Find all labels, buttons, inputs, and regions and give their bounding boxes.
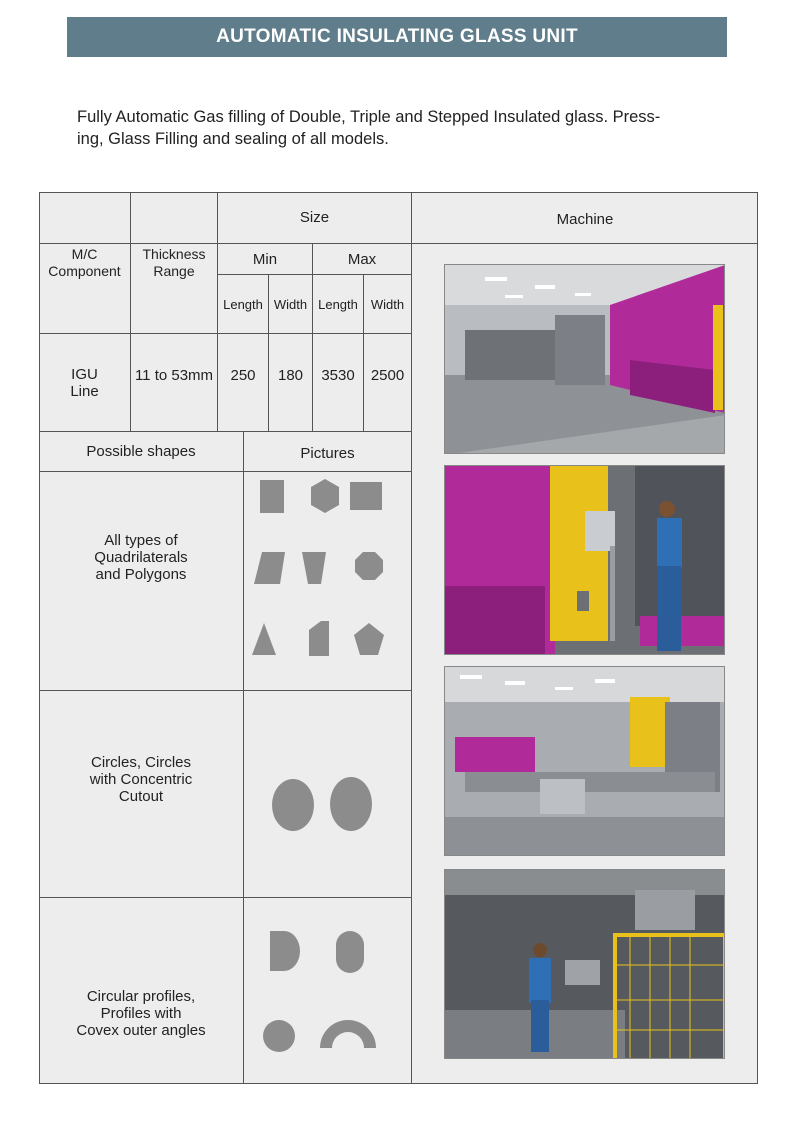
col-header-component: M/C Component xyxy=(48,245,121,279)
shape-row-label-polygons: All types of Quadrilaterals and Polygons xyxy=(94,531,188,583)
octagon-icon xyxy=(355,552,383,580)
divider xyxy=(411,192,412,1084)
ellipse-icon xyxy=(330,777,372,831)
col-header-possible-shapes: Possible shapes xyxy=(86,443,196,460)
cell-thickness: 11 to 53mm xyxy=(134,367,214,384)
page-title: AUTOMATIC INSULATING GLASS UNIT xyxy=(216,26,578,47)
wide-rectangle-icon xyxy=(350,482,382,510)
col-header-thickness: Thickness Range xyxy=(142,245,206,279)
cell-max-length: 3530 xyxy=(321,367,355,384)
shape-row-label-profiles: Circular profiles, Profiles with Covex outer angles xyxy=(76,987,206,1039)
col-header-min: Min xyxy=(252,250,278,268)
ellipse-icon xyxy=(272,779,314,831)
shape-row-label-circles: Circles, Circles with Concentric Cutout xyxy=(89,754,193,805)
d-shape-icon xyxy=(270,931,300,971)
rectangle-icon xyxy=(260,480,284,513)
machine-photo-4 xyxy=(444,869,725,1059)
trapezoid-icon xyxy=(302,552,326,584)
pentagon-icon xyxy=(354,623,384,655)
arc-icon xyxy=(320,1020,376,1048)
machine-photo-2 xyxy=(444,465,725,655)
circle-icon xyxy=(263,1020,295,1052)
cell-min-length: 250 xyxy=(230,367,256,384)
cut-rectangle-icon xyxy=(309,621,329,656)
col-header-max-width: Width xyxy=(370,296,405,312)
col-header-size: Size xyxy=(299,209,330,226)
cell-component: IGU Line xyxy=(70,365,99,400)
cell-max-width: 2500 xyxy=(370,367,405,384)
col-header-min-length: Length xyxy=(223,296,263,312)
page-title-banner xyxy=(67,17,727,57)
intro-line-2: ing, Glass Filling and sealing of all models. xyxy=(77,130,389,148)
col-header-pictures: Pictures xyxy=(300,444,355,462)
hexagon-icon xyxy=(311,479,339,513)
shape-pictures xyxy=(244,472,411,1084)
col-header-max: Max xyxy=(347,250,377,268)
intro-paragraph xyxy=(77,106,727,150)
intro-line-1: Fully Automatic Gas filling of Double, Triple and Stepped Insulated glass. Press- xyxy=(77,108,661,126)
col-header-min-width: Width xyxy=(273,296,308,312)
col-header-max-length: Length xyxy=(318,296,358,312)
triangle-icon xyxy=(252,623,276,655)
cell-min-width: 180 xyxy=(277,367,304,384)
parallelogram-icon xyxy=(254,552,285,584)
col-header-machine: Machine xyxy=(556,210,614,228)
machine-photo-3 xyxy=(444,666,725,856)
stadium-icon xyxy=(336,931,364,973)
machine-photo-1 xyxy=(444,264,725,454)
